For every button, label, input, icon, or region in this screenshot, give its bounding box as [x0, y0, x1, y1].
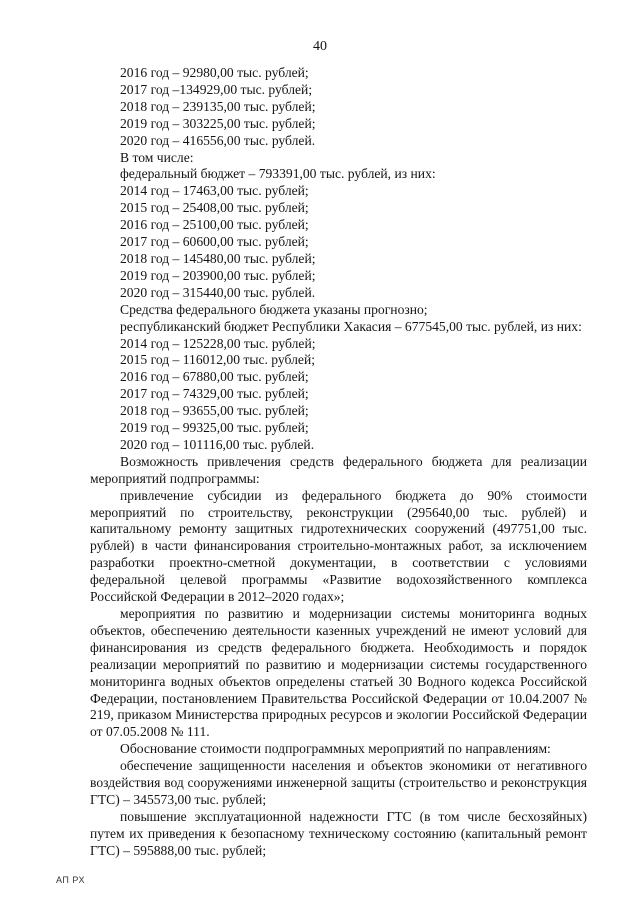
text-line: 2016 год – 67880,00 тыс. рублей; [120, 369, 309, 385]
text-line: 2020 год – 416556,00 тыс. рублей. [120, 132, 316, 148]
text-line: 2017 год – 60600,00 тыс. рублей; [120, 234, 309, 250]
paragraph-republic-budget: республиканский бюджет Республики Хакасия – 677545,00 тыс. рублей, из них: [120, 318, 582, 334]
page-number: 40 [313, 39, 327, 54]
text-line: 2018 год – 145480,00 тыс. рублей; [120, 250, 316, 266]
text-line: 2020 год – 315440,00 тыс. рублей. [120, 284, 316, 300]
text-line: 2019 год – 99325,00 тыс. рублей; [120, 420, 309, 436]
text-line: 2020 год – 101116,00 тыс. рублей. [120, 436, 315, 452]
text-line: 2018 год – 93655,00 тыс. рублей; [120, 403, 309, 419]
text-line: федеральный бюджет – 793391,00 тыс. рублей, из них: [120, 166, 436, 182]
text-line: 2018 год – 239135,00 тыс. рублей; [120, 98, 316, 114]
paragraph: Обоснование стоимости подпрограммных мероприятий по направлениям: [120, 741, 551, 757]
text-line: 2019 год – 203900,00 тыс. рублей; [120, 267, 316, 283]
text-line: 2016 год – 92980,00 тыс. рублей; [120, 65, 309, 80]
paragraph: повышение эксплуатационной надежности ГТС (в том числе бесхозяйных) путем их приведения к безопасному техническому состоянию (капитальный ремонт ГТС) – 595888,00 тыс. рублей; [90, 808, 587, 858]
text-line: Средства федерального бюджета указаны прогнозно; [120, 301, 428, 317]
text-line: 2014 год – 125228,00 тыс. рублей; [120, 335, 316, 351]
text-line: 2017 год – 74329,00 тыс. рублей; [120, 386, 309, 402]
paragraph: привлечение субсидии из федерального бюджета до 90% стоимости мероприятий по строительству, реконструкции (295640,00 тыс. рублей) и капитальному ремонту защитных гидротехнических сооружений (497751,00 тыс. рублей) в части финансирования строительно-монтажных работ, за исключением разработки проектно-сметной документации, в соответствии с условиями федеральной целевой программы «Развитие водохозяйственного комплекса Российской Федерации в 2012–2020 годах»; [90, 487, 587, 605]
text-line: 2017 год –134929,00 тыс. рублей; [120, 81, 313, 97]
text-line: В том числе: [120, 149, 194, 165]
paragraph: мероприятия по развитию и модернизации системы мониторинга водных объектов, обеспечению деятельности казенных учреждений не имеют условий для финансирования из средств федерального бюджета. Необходимость и порядок реализации мероприятий по развитию и модернизации системы государственного мониторинга водных объектов определены статьей 30 Водного кодекса Российской Федерации, постановлением Правительства Российской Федерации от 10.04.2007 № 219, приказом Министерства природных ресурсов и экологии Российской Федерации от 07.05.2008 № 111. [90, 606, 587, 740]
paragraph: Возможность привлечения средств федерального бюджета для реализации мероприятий подпрограммы: [90, 453, 587, 486]
text-line: 2016 год – 25100,00 тыс. рублей; [120, 217, 309, 233]
text-line: 2015 год – 116012,00 тыс. рублей; [120, 352, 315, 368]
text-line: 2019 год – 303225,00 тыс. рублей; [120, 115, 316, 131]
paragraph: обеспечение защищенности населения и объектов экономики от негативного воздействия вод сооружениями инженерной защиты (строительство и реконструкция ГТС) – 345573,00 тыс. рублей; [90, 758, 587, 807]
footer-mark: АП РХ [56, 875, 85, 885]
text-line: 2014 год – 17463,00 тыс. рублей; [120, 183, 309, 199]
document-body [90, 65, 587, 860]
text-line: 2015 год – 25408,00 тыс. рублей; [120, 200, 309, 216]
